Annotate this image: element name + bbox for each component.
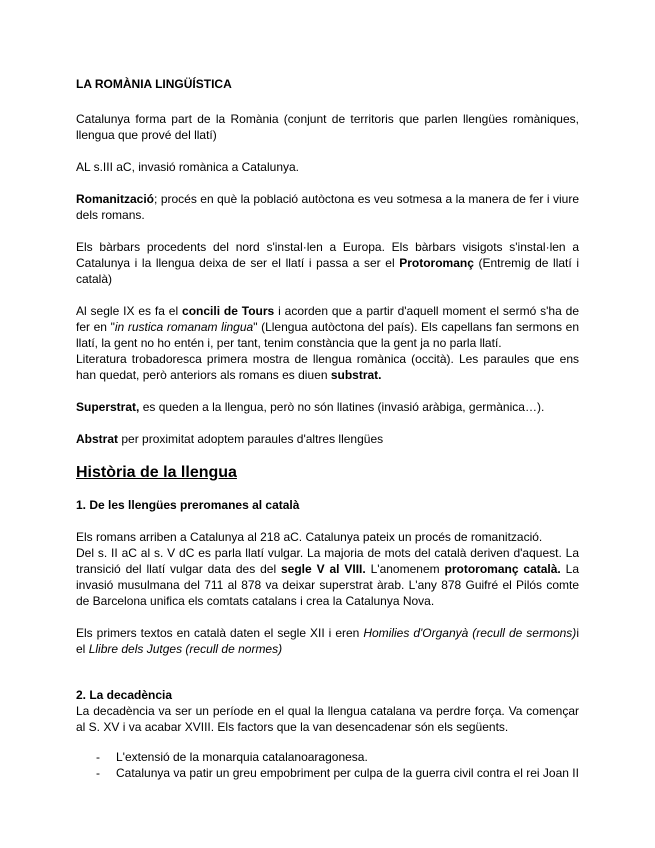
paragraph-romania: Catalunya forma part de la Romània (conjunt de territoris que parlen llengües romàniques, llengua que prové del llatí) xyxy=(76,112,579,142)
section-2-title: 2. La decadència xyxy=(76,688,173,702)
first-texts-c: i el xyxy=(76,626,579,656)
section-1-line-1: Els romans arriben a Catalunya al 218 aC. Catalunya pateix un procés de romanització. xyxy=(76,530,543,544)
abstrat-definition: per proximitat adoptem paraules d'altres llengües xyxy=(118,432,384,446)
paragraph-concili xyxy=(76,303,579,351)
paragraph-superstrat xyxy=(76,399,579,415)
dash-bullet: - xyxy=(96,750,100,764)
section-1-paragraph xyxy=(76,545,579,609)
term-segle-v-viii: segle V al VIII. xyxy=(281,562,366,576)
document-title: LA ROMÀNIA LINGÜÍSTICA xyxy=(76,77,232,91)
factors-list xyxy=(76,749,579,781)
paragraph-abstrat xyxy=(76,431,579,447)
barbars-text: Els bàrbars procedents del nord s'instal·len a Europa. Els bàrbars visigots s'instal·len a Catalunya i la llengua deixa de ser el llatí i passa a ser el xyxy=(76,240,579,270)
list-item xyxy=(76,765,579,781)
concili-text-a: Al segle IX es fa el xyxy=(76,304,183,318)
paragraph-romanitzacio xyxy=(76,191,579,223)
barbars-tail: (Entremig de llatí i català) xyxy=(76,256,579,286)
romanitzacio-definition: ; procés en què la població autòctona es veu sotmesa a la manera de fer i viure dels romans. xyxy=(76,192,579,222)
section-2-paragraph: La decadència va ser un període en el qual la llengua catalana va perdre força. Va començar al S. XV i va acabar XVIII. Els factors que la van desencadenar són els següents. xyxy=(76,704,579,734)
list-item xyxy=(76,749,579,765)
dash-bullet: - xyxy=(96,766,100,780)
section-1-title: 1. De les llengües preromanes al català xyxy=(76,498,300,512)
section-heading: Història de la llengua xyxy=(76,464,237,481)
term-concili-tours: concili de Tours xyxy=(182,304,275,318)
latin-quote: in rustica romanam lingua xyxy=(114,320,254,334)
literatura-text: Literatura trobadoresca primera mostra de llengua romànica (occità). Les paraules que ens han quedat, però anteriors als romans es diuen xyxy=(76,352,579,382)
homilies-organya: Homilies d'Organyà (recull de sermons) xyxy=(363,626,577,640)
concili-text-e: " (Llengua autòctona del país). Els capellans fan sermons en llatí, la gent no ho entén i, per tant, tenim constància que la gent ja no parla llatí. xyxy=(76,320,580,350)
term-superstrat: Superstrat, xyxy=(76,400,140,414)
document-page xyxy=(76,76,579,781)
term-substrat: substrat. xyxy=(330,368,382,382)
superstrat-definition: es queden a la llengua, però no són llatines (invasió aràbiga, germànica…). xyxy=(139,400,545,414)
term-protoromanc: Protoromanç xyxy=(399,256,474,270)
llibre-jutges: Llibre dels Jutges (recull de normes) xyxy=(88,642,283,656)
s1-text-e: La invasió musulmana del 711 al 878 va deixar superstrat àrab. L'any 878 Guifré el Pilós comte de Barcelona unifica els comtats catalans i crea la Catalunya Nova. xyxy=(76,562,580,608)
term-abstrat: Abstrat xyxy=(76,432,119,446)
paragraph-barbars xyxy=(76,239,579,287)
section-1-first-texts xyxy=(76,625,579,657)
list-item-text: Catalunya va patir un greu empobriment per culpa de la guerra civil contra el rei Joan II xyxy=(116,766,579,780)
paragraph-invasion: AL s.III aC, invasió romànica a Catalunya. xyxy=(76,160,299,174)
concili-text-c: i acorden que a partir d'aquell moment el sermó s'ha de fer en " xyxy=(76,304,579,334)
term-romanitzacio: Romanització xyxy=(76,192,155,206)
s1-text-a: Del s. II aC al s. V dC es parla llatí vulgar. La majoria de mots del català deriven d'aquest. La transició del llatí vulgar data des del xyxy=(76,546,579,576)
s1-text-c: L'anomenem xyxy=(365,562,445,576)
list-item-text: L'extensió de la monarquia catalanoaragonesa. xyxy=(116,750,368,764)
first-texts-a: Els primers textos en català daten el segle XII i eren xyxy=(76,626,364,640)
paragraph-literatura xyxy=(76,351,579,383)
term-protoromanc-catala: protoromanç català. xyxy=(444,562,561,576)
